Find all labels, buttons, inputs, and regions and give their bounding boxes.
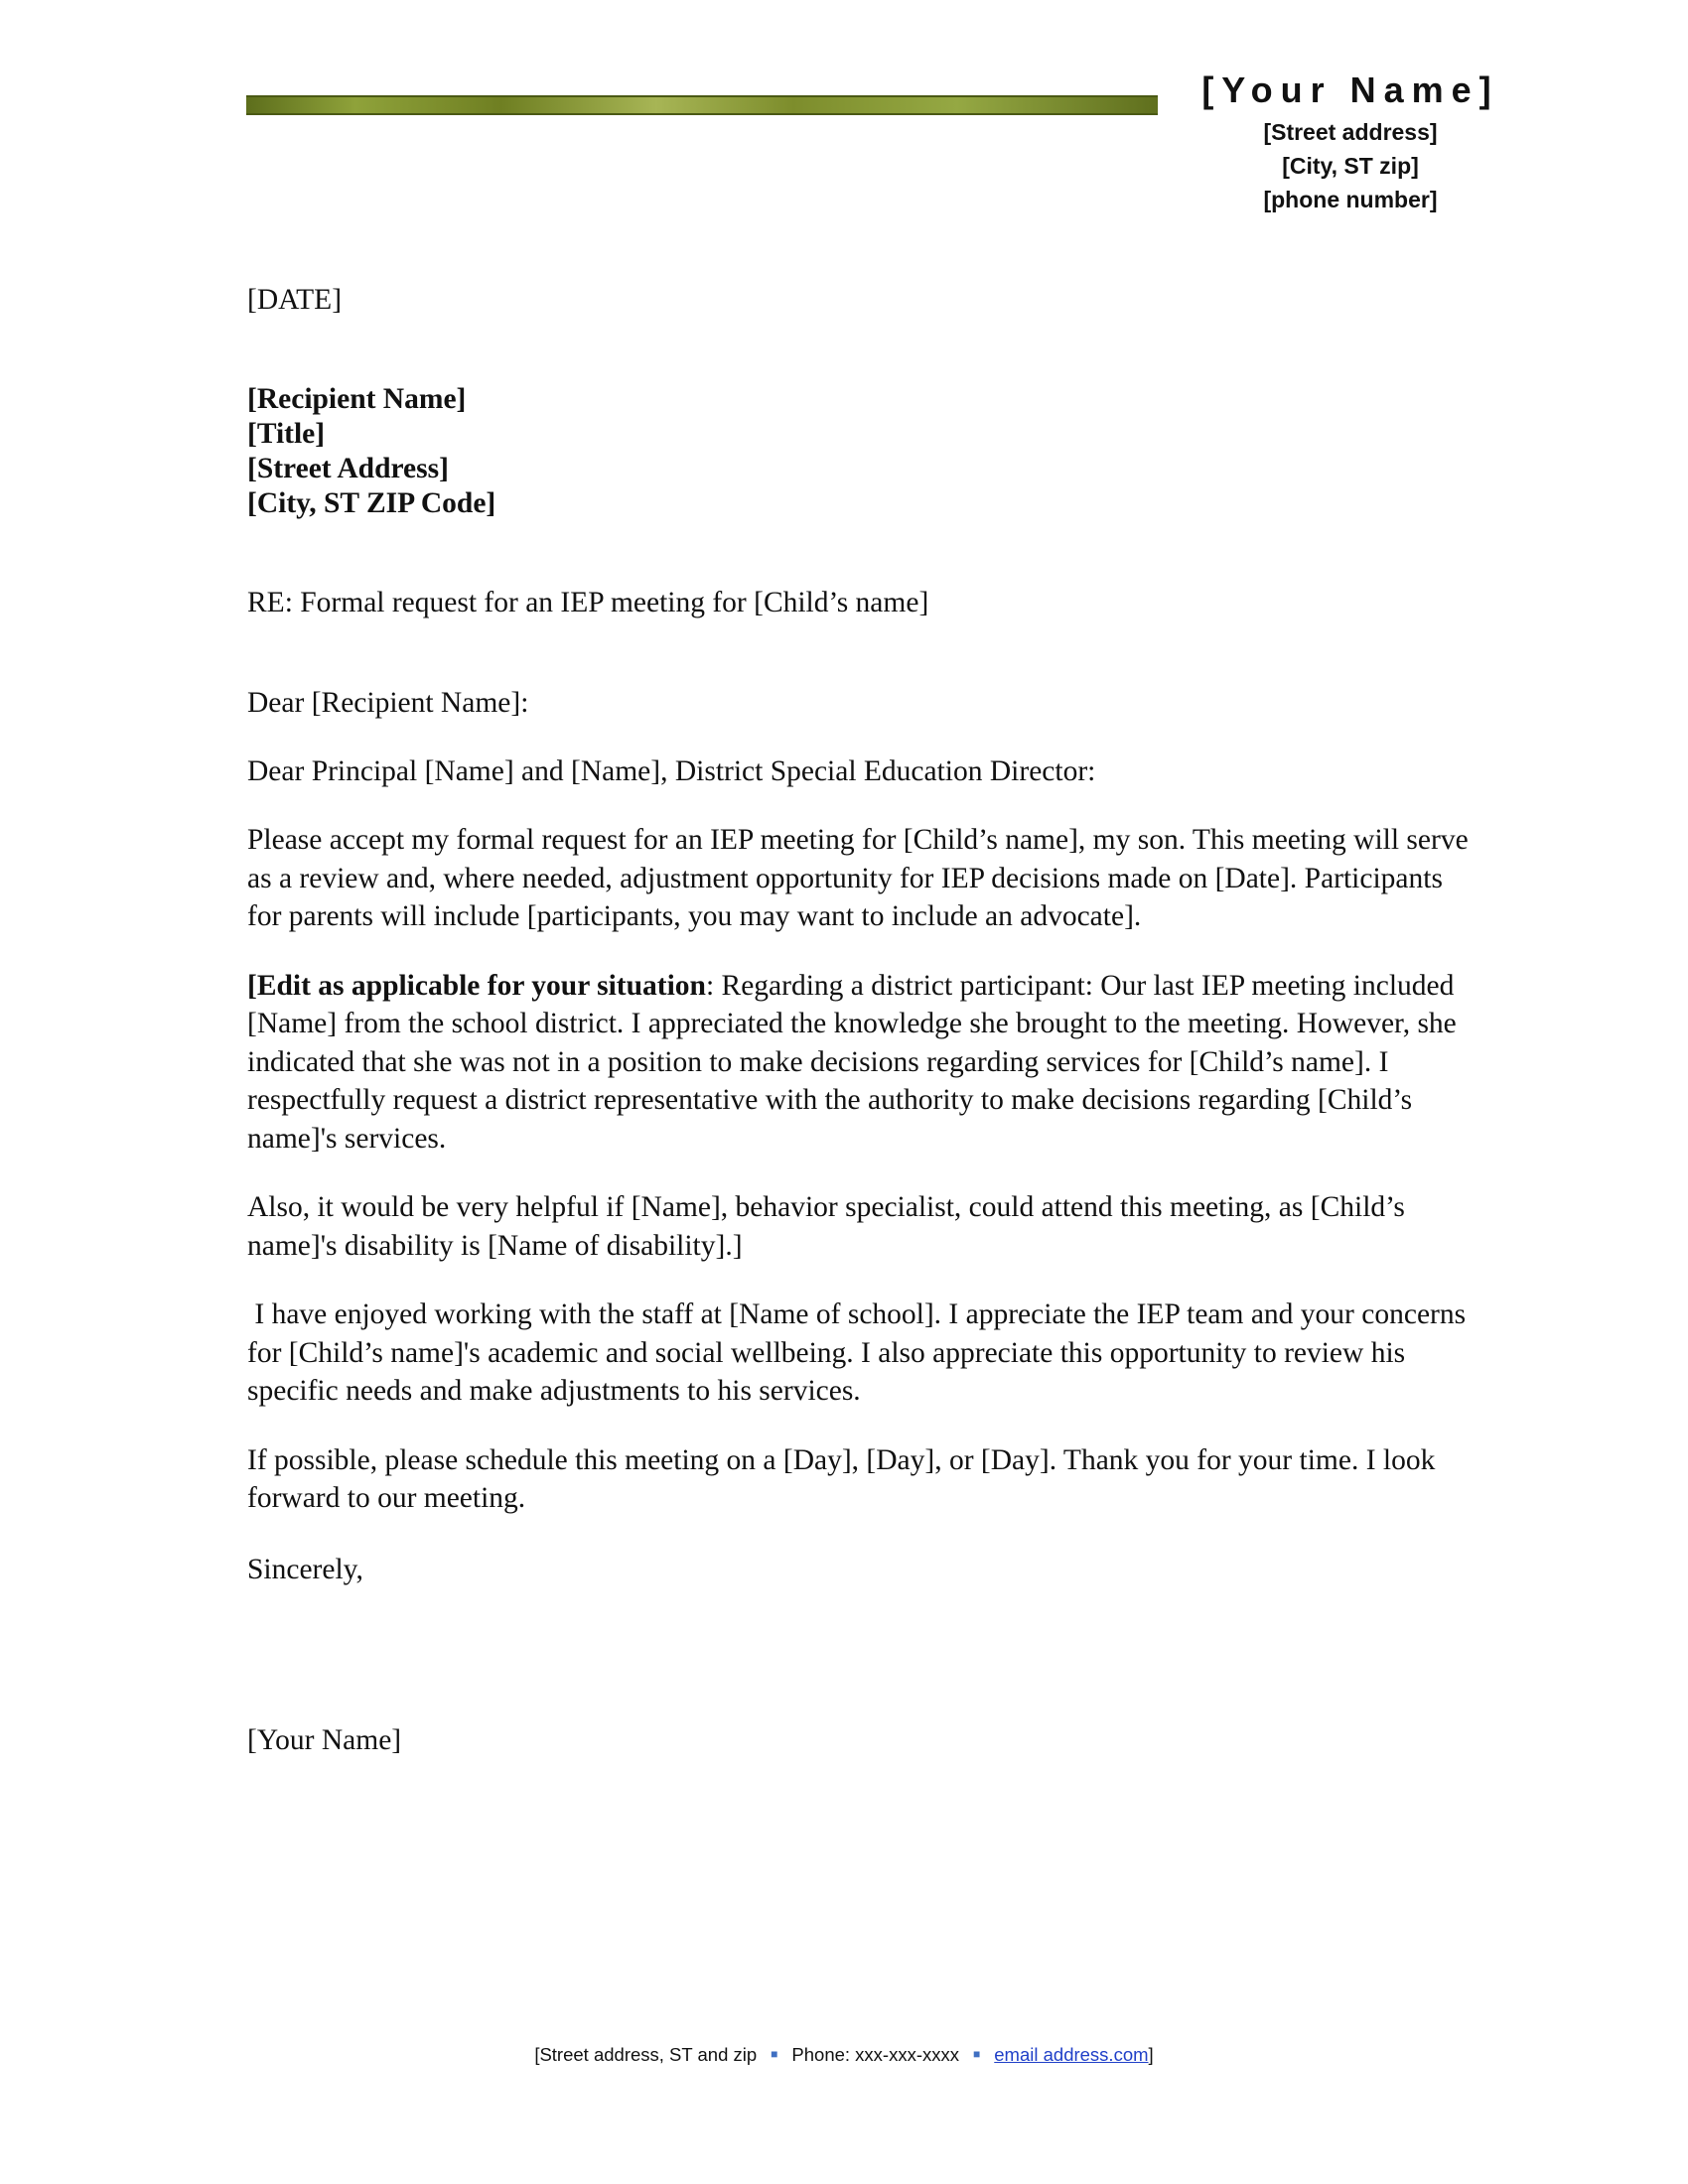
paragraph-1: Please accept my formal request for an IEP meeting for [Child’s name], my son. This meeting will serve as a review and, where needed, adjustment opportunity for IEP decisions made on [Date]. Participants for parents will include [participants, you may want to include an advocate]. (247, 824, 1469, 932)
subject-line: RE: Formal request for an IEP meeting for [Child’s name] (247, 586, 929, 618)
sender-city: [City, ST zip] (1282, 153, 1419, 179)
letter-body (247, 281, 1474, 1760)
footer-phone: Phone: xxx-xxx-xxxx (791, 2044, 960, 2065)
sender-block (1182, 66, 1519, 216)
recipient-name: [Recipient Name] (247, 382, 467, 415)
signature: [Your Name] (247, 1724, 402, 1756)
paragraph-4: I have enjoyed working with the staff at [Name of school]. I appreciate the IEP team and your concerns for [Child’s name]'s academic and social wellbeing. I also appreciate this opportunity to review his specific needs and make adjustments to his services. (247, 1298, 1474, 1407)
recipient-city: [City, ST ZIP Code] (247, 486, 496, 519)
paragraph-3: Also, it would be very helpful if [Name], behavior specialist, could attend this meeting, as [Child’s name]'s disability is [Name of disability].] (247, 1191, 1405, 1262)
separator-icon: ■ (973, 2047, 981, 2061)
recipient-title: [Title] (247, 417, 326, 450)
footer (0, 2044, 1688, 2066)
paragraph-2 (247, 967, 1469, 1159)
recipient-street: [Street Address] (247, 452, 449, 484)
separator-icon: ■ (771, 2047, 778, 2061)
sender-street: [Street address] (1263, 119, 1438, 145)
recipient-block (247, 382, 1469, 521)
closing: Sincerely, (247, 1553, 363, 1585)
header-decorative-bar (246, 95, 1158, 115)
sender-phone: [phone number] (1263, 187, 1438, 212)
greeting-line: Dear Principal [Name] and [Name], District Special Education Director: (247, 754, 1096, 787)
salutation: Dear [Recipient Name]: (247, 687, 529, 719)
footer-address: [Street address, ST and zip (534, 2044, 758, 2065)
footer-email-link[interactable]: email address.com (994, 2044, 1149, 2065)
footer-close-bracket: ] (1148, 2044, 1154, 2065)
paragraph-2-text: : Regarding a district participant: Our last IEP meeting included [Name] from the school district. I appreciated the knowledge she brought to the meeting. However, she indicated that she was not in a position to make decisions regarding services for [Child’s name]. I respectfully request a district representative with the authority to make decisions regarding [Child’s name]'s services. (247, 969, 1457, 1155)
letter-date: [DATE] (247, 284, 343, 316)
paragraph-2-bold-lead: [Edit as applicable for your situation (247, 969, 706, 1002)
sender-name: [Your Name] (1201, 69, 1499, 110)
paragraph-5: If possible, please schedule this meeting on a [Day], [Day], or [Day]. Thank you for your time. I look forward to our meeting. (247, 1443, 1436, 1514)
